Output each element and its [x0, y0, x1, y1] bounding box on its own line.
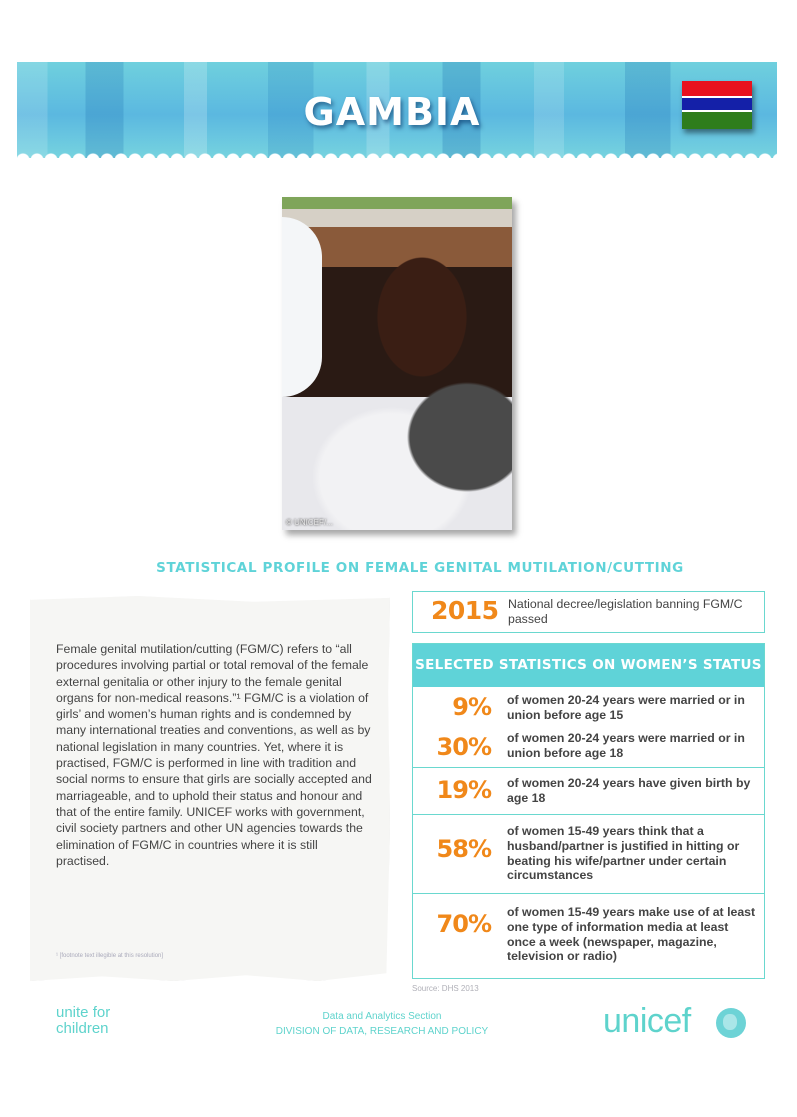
photo-credit: © UNICEF/... — [286, 518, 333, 527]
stat-row — [413, 893, 764, 974]
stat-description: of women 20-24 years were married or in union before age 15 — [507, 693, 745, 722]
unicef-globe-icon — [716, 1008, 746, 1038]
stat-row — [413, 767, 764, 814]
unite-for-children-tagline — [56, 1005, 110, 1037]
header-banner — [17, 62, 777, 158]
stat-percent: 19% — [436, 776, 491, 804]
tagline-line-1: unite for — [56, 1004, 111, 1021]
stat-row — [413, 731, 764, 767]
stat-row — [413, 687, 764, 731]
legislation-box — [412, 591, 765, 633]
stats-source: Source: DHS 2013 — [412, 984, 479, 993]
footnote: ¹ [footnote text illegible at this resolution] — [56, 953, 164, 959]
stat-row — [413, 814, 764, 893]
stat-description: of women 20-24 years have given birth by age 18 — [507, 776, 751, 805]
stat-percent: 58% — [436, 835, 491, 863]
photo-banner-detail — [282, 217, 322, 397]
stat-percent: 9% — [452, 693, 491, 721]
stats-header: SELECTED STATISTICS ON WOMEN’S STATUS — [413, 644, 764, 687]
unicef-logo: unicef — [603, 1002, 691, 1040]
stat-description: of women 20-24 years were married or in union before age 18 — [507, 731, 745, 760]
stat-description: of women 15-49 years think that a husband/partner is justified in hitting or beating his wife/partner under certain circumstances — [507, 824, 740, 883]
intro-text: Female genital mutilation/cutting (FGM/C) refers to “all procedures involving partial or total removal of the female external genitalia or other injury to the female genital organs for non-medical reasons.”¹ FGM/C is a violation of girls’ and women’s human rights and is condemned by many international treaties and conventions, as well as by national legislation in many countries. Yet, where it is practised, FGM/C is performed in line with tradition and social norms to ensure that girls are socially accepted and marriageable, and to uphold their status and honour and that of the entire family. UNICEF works with government, civil society partners and other UN agencies towards the elimination of FGM/C in countries where it is still practised. — [56, 642, 372, 868]
stat-percent: 30% — [436, 733, 491, 761]
legislation-year: 2015 — [431, 596, 499, 625]
stat-description: of women 15-49 years make use of at least one type of information media at least once a week (newspaper, magazine, television or radio) — [507, 905, 756, 964]
cover-photo — [282, 197, 512, 530]
section-title: STATISTICAL PROFILE ON FEMALE GENITAL MUTILATION/CUTTING — [156, 560, 684, 576]
country-title: GAMBIA — [303, 90, 481, 134]
division-name: DIVISION OF DATA, RESEARCH AND POLICY — [275, 1026, 489, 1037]
division-credit — [232, 1009, 532, 1039]
gambia-flag-icon — [682, 81, 752, 129]
stat-percent: 70% — [436, 910, 491, 938]
legislation-text: National decree/legislation banning FGM/C passed — [508, 597, 743, 626]
section-name: Data and Analytics Section — [322, 1011, 442, 1022]
womens-status-stats — [412, 643, 765, 979]
tagline-line-2: children — [56, 1020, 109, 1037]
